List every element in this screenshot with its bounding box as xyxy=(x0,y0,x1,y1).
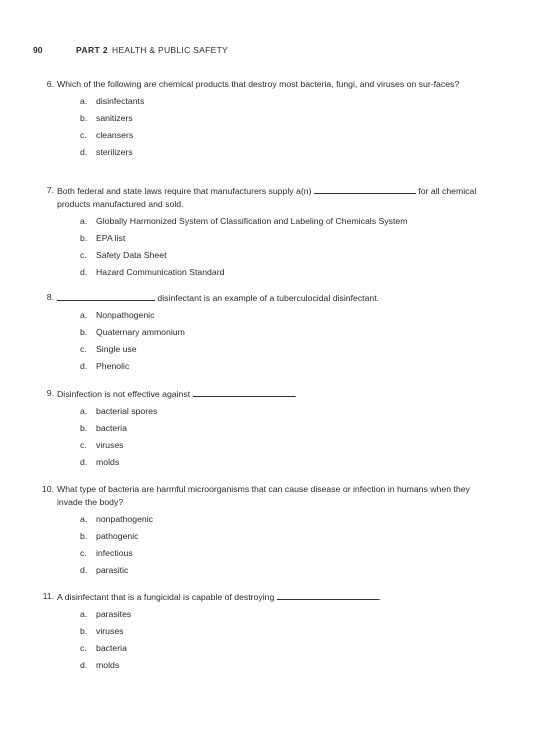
option-c: c. viruses xyxy=(80,440,124,450)
option-b: b. bacteria xyxy=(80,423,127,433)
option-b: b. EPA list xyxy=(80,233,126,243)
question-number: 7. xyxy=(46,185,54,195)
page-header xyxy=(33,45,228,55)
option-a: a. nonpathogenic xyxy=(80,514,154,524)
option-b: b. pathogenic xyxy=(80,531,139,541)
option-b: b. sanitizers xyxy=(80,113,133,123)
question-11 xyxy=(40,590,490,676)
question-8 xyxy=(40,291,490,377)
option-a: a. bacterial spores xyxy=(80,406,158,416)
option-a: a. parasites xyxy=(80,609,132,619)
question-number: 8. xyxy=(46,292,54,302)
part-label: PART 2 xyxy=(76,45,108,55)
option-d: d. molds xyxy=(80,660,120,670)
option-a: a. Globally Harmonized System of Classification and Labeling of Chemicals System xyxy=(80,216,408,226)
question-text: Both federal and state laws require that manufacturers supply a(n) for all chemical products manufactured and sold. xyxy=(57,186,477,209)
answer-blank xyxy=(57,291,155,301)
question-text: disinfectant is an example of a tuberculocidal disinfectant. xyxy=(57,291,490,305)
option-d: d. Phenolic xyxy=(80,361,130,371)
question-10 xyxy=(40,483,490,581)
option-d: d. molds xyxy=(80,457,120,467)
option-a: a. disinfectants xyxy=(80,96,145,106)
option-c: c. Safety Data Sheet xyxy=(80,250,167,260)
question-text: What type of bacteria are harmful microorganisms that can cause disease or infection in humans when they invade the body? xyxy=(57,484,470,507)
question-number: 6. xyxy=(46,79,54,89)
page-number: 90 xyxy=(33,45,43,55)
option-d: d. sterilizers xyxy=(80,147,133,157)
option-d: d. Hazard Communication Standard xyxy=(80,267,225,277)
option-b: b. viruses xyxy=(80,626,124,636)
question-6 xyxy=(40,78,490,163)
question-text: A disinfectant that is a fungicidal is capable of destroying . xyxy=(57,592,382,602)
option-c: c. Single use xyxy=(80,344,137,354)
answer-blank xyxy=(314,184,416,194)
option-a: a. Nonpathogenic xyxy=(80,310,155,320)
question-number: 9. xyxy=(46,388,54,398)
question-7 xyxy=(40,184,490,283)
option-b: b. Quaternary ammonium xyxy=(80,327,185,337)
option-c: c. cleansers xyxy=(80,130,134,140)
question-text: Which of the following are chemical products that destroy most bacteria, fungi, and viruses on sur-faces? xyxy=(57,79,460,89)
answer-blank xyxy=(277,590,379,600)
option-c: c. bacteria xyxy=(80,643,127,653)
option-d: d. parasitic xyxy=(80,565,129,575)
option-c: c. infectious xyxy=(80,548,133,558)
question-number: 11. xyxy=(42,591,54,601)
question-text: Disinfection is not effective against . xyxy=(57,389,297,399)
section-title: HEALTH & PUBLIC SAFETY xyxy=(112,45,229,55)
question-number: 10. xyxy=(41,484,54,494)
answer-blank xyxy=(193,387,295,397)
question-9 xyxy=(40,387,490,473)
